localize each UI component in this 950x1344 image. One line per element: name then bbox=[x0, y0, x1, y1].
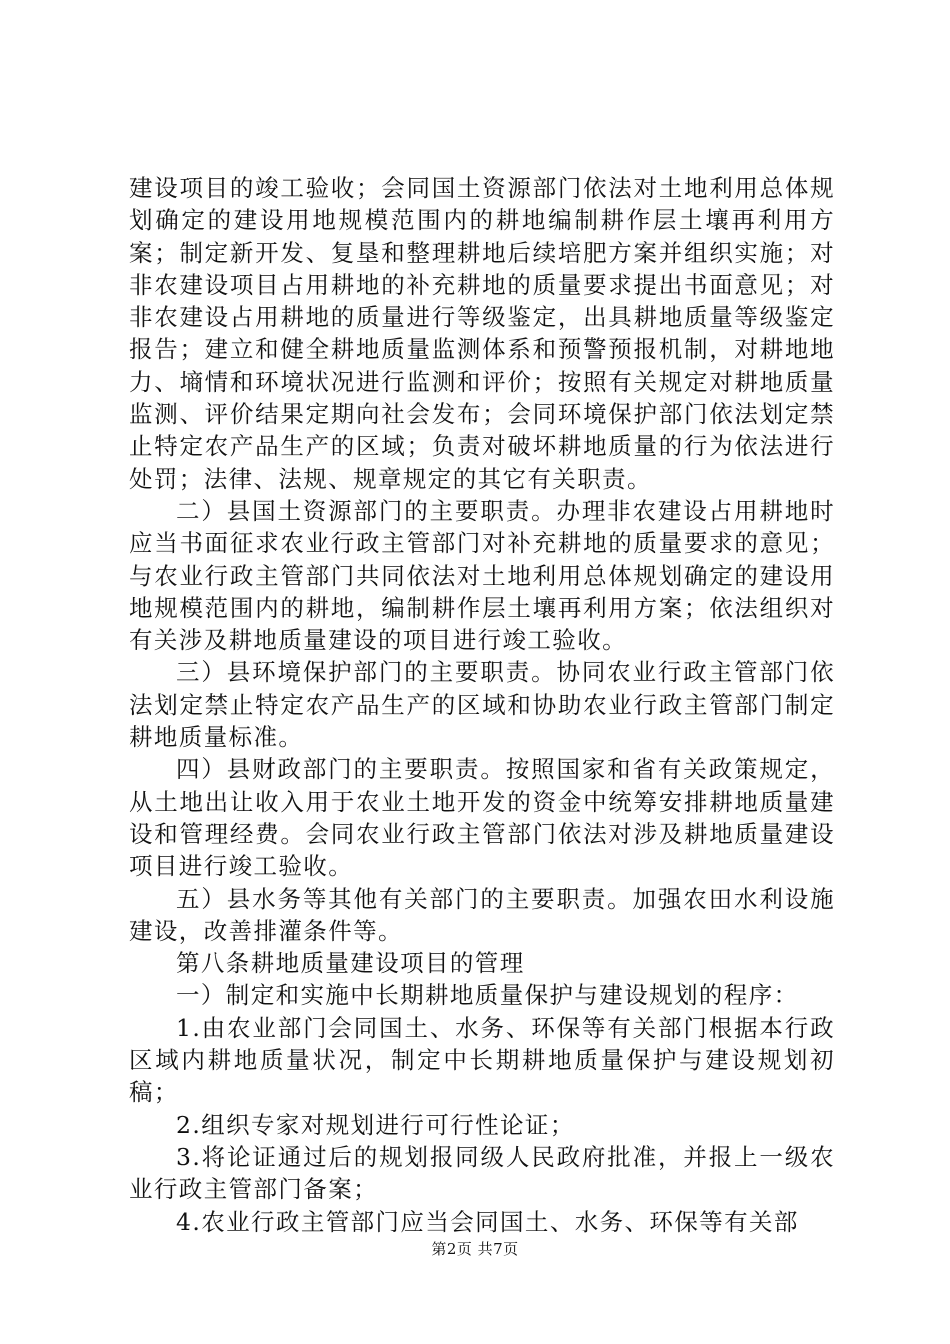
paragraph-water-department: 五）县水务等其他有关部门的主要职责。加强农田水利设施建设，改善排灌条件等。 bbox=[129, 884, 835, 945]
document-body bbox=[129, 172, 835, 1238]
page-number-footer: 第2页 共7页 bbox=[431, 1240, 519, 1258]
list-item-step-3: 3.将论证通过后的规划报同级人民政府批准，并报上一级农业行政主管部门备案； bbox=[129, 1142, 835, 1204]
paragraph-environmental-department: 三）县环境保护部门的主要职责。协同农业行政主管部门依法划定禁止特定农产品生产的区域和协助农业行政主管部门制定耕地质量标准。 bbox=[129, 658, 835, 752]
paragraph-responsibilities-continued: 建设项目的竣工验收；会同国土资源部门依法对土地利用总体规划确定的建设用地规模范围内的耕地编制耕作层土壤再利用方案；制定新开发、复垦和整理耕地后续培肥方案并组织实施；对非农建设项目占用耕地的补充耕地的质量要求提出书面意见；对非农建设占用耕地的质量进行等级鉴定，出具耕地质量等级鉴定报告；建立和健全耕地质量监测体系和预警预报机制，对耕地地力、墒情和环境状况进行监测和评价；按照有关规定对耕地质量监测、评价结果定期向社会发布；会同环境保护部门依法划定禁止特定农产品生产的区域；负责对破坏耕地质量的行为依法进行处罚；法律、法规、规章规定的其它有关职责。 bbox=[129, 174, 835, 493]
paragraph-land-resources-department: 二）县国土资源部门的主要职责。办理非农建设占用耕地时应当书面征求农业行政主管部门对补充耕地的质量要求的意见；与农业行政主管部门共同依法对土地利用总体规划确定的建设用地规模范围内的耕地，编制耕作层土壤再利用方案；依法组织对有关涉及耕地质量建设的项目进行竣工验收。 bbox=[129, 496, 835, 655]
list-item-step-1: 1.由农业部门会同国土、水务、环保等有关部门根据本行政区域内耕地质量状况，制定中长期耕地质量保护与建设规划初稿； bbox=[129, 1013, 835, 1107]
article-eight-heading: 第八条耕地质量建设项目的管理 bbox=[176, 949, 525, 978]
list-item-step-4: 4.农业行政主管部门应当会同国土、水务、环保等有关部 bbox=[176, 1207, 799, 1236]
paragraph-planning-procedure: 一）制定和实施中长期耕地质量保护与建设规划的程序： bbox=[176, 981, 799, 1010]
list-item-step-2: 2.组织专家对规划进行可行性论证； bbox=[176, 1110, 575, 1139]
paragraph-finance-department: 四）县财政部门的主要职责。按照国家和省有关政策规定，从土地出让收入用于农业土地开发的资金中统筹安排耕地质量建设和管理经费。会同农业行政主管部门依法对涉及耕地质量建设项目进行竣工验收。 bbox=[129, 755, 835, 881]
